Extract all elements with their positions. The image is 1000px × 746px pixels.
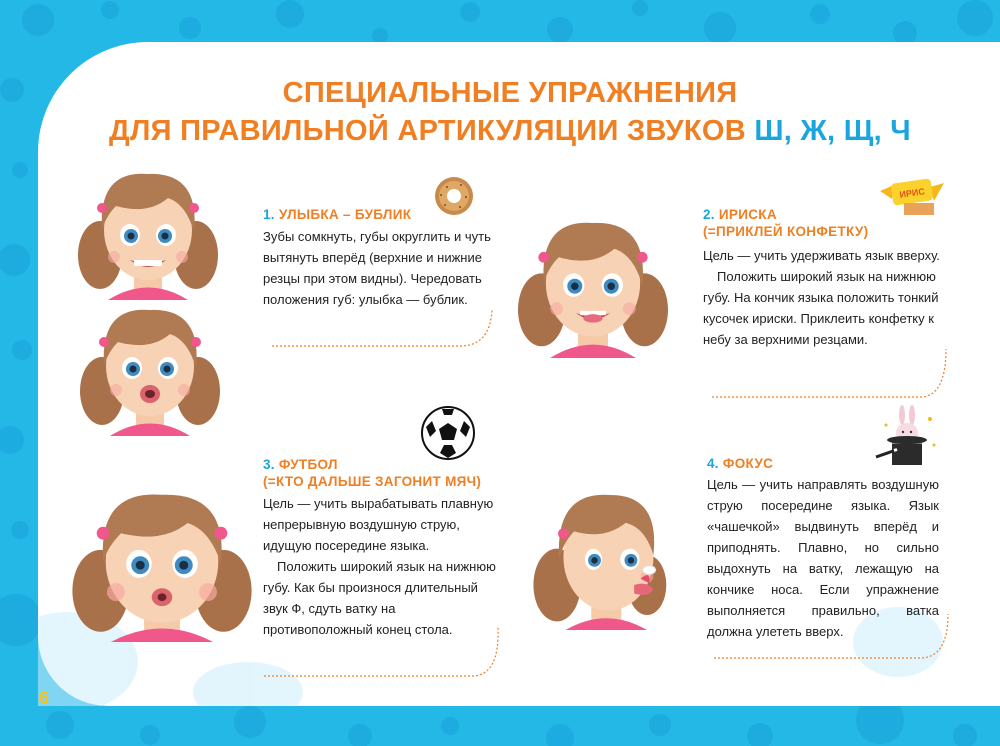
exercise-3-paragraph-1: Цель — учить вырабатывать плавную непрерывную воздушную струю, идущую посередине языка.: [263, 496, 494, 553]
exercise-3-number: 3.: [263, 457, 275, 472]
title-line-2: [60, 112, 960, 150]
candy-label: ИРИС: [898, 186, 926, 200]
girl-face-futbol-illustration: [72, 482, 252, 642]
exercise-2-text: [703, 245, 945, 350]
exercise-1-heading: [263, 206, 411, 223]
exercise-4-heading: [707, 455, 773, 472]
girl-face-smile-illustration: [78, 160, 218, 300]
exercise-2-underline: [710, 345, 950, 400]
girl-face-fokus-illustration: [527, 480, 677, 630]
girl-face-iriska-illustration: [518, 208, 668, 358]
girl-face-bublik-illustration: [80, 296, 220, 436]
exercise-1-number: 1.: [263, 207, 275, 222]
exercise-2-title: ИРИСКА: [718, 207, 777, 222]
exercise-3-heading: [263, 456, 481, 490]
exercise-1-underline: [270, 300, 500, 350]
exercise-2-number: 2.: [703, 207, 715, 222]
exercise-4-paragraph: Цель — учить направлять воздушную струю посередине языка. Язык «чашечкой» выдвинуть вперёд и приподнять. Плавно, но сильно выдохнуть на ватку, лежащую на кончике носа. Если упражнение выполняется правильно, ватка должна улететь вверх.: [707, 477, 939, 639]
exercise-3-subtitle: (=КТО ДАЛЬШЕ ЗАГОНИТ МЯЧ): [263, 474, 482, 489]
title-line-2-prefix: ДЛЯ ПРАВИЛЬНОЙ АРТИКУЛЯЦИИ ЗВУКОВ: [109, 115, 755, 147]
title-line-1: СПЕЦИАЛЬНЫЕ УПРАЖНЕНИЯ: [282, 77, 738, 109]
magic-hat-rabbit-icon: [874, 405, 944, 469]
exercise-2-paragraph-2: Положить широкий язык на нижнюю губу. На кончик языка положить тонкий кусочек ириски. Приклеить конфетку к небу за верхними резцами.: [703, 269, 939, 347]
exercise-3-underline: [262, 620, 502, 680]
candy-icon: [876, 171, 948, 223]
page-number: 6: [39, 688, 50, 708]
soccer-ball-icon: [420, 405, 476, 461]
exercise-1-paragraph: Зубы сомкнуть, губы округлить и чуть вытянуть вперёд (верхние и нижние резцы при этом видны). Чередовать положения губ: улыбка — бублик.: [263, 229, 491, 307]
exercise-1-title: УЛЫБКА – БУБЛИК: [278, 207, 412, 222]
bagel-icon: [433, 175, 475, 217]
exercise-4-underline: [712, 610, 952, 662]
exercise-3-text: [263, 493, 499, 640]
exercise-2-heading: [703, 206, 868, 240]
exercise-1-text: [263, 226, 503, 310]
exercise-4-number: 4.: [707, 456, 719, 471]
page-title: [60, 74, 960, 150]
exercise-4-title: ФОКУС: [722, 456, 774, 471]
exercise-3-paragraph-2: Положить широкий язык на нижнюю губу. Как бы произнося длительный звук Ф, сдуть ватку на противоположный конец стола.: [263, 559, 496, 637]
exercise-2-subtitle: (=ПРИКЛЕЙ КОНФЕТКУ): [703, 224, 869, 239]
title-sounds: Ш, Ж, Щ, Ч: [754, 115, 911, 147]
exercise-2-paragraph-1: Цель — учить удерживать язык вверху.: [703, 248, 940, 263]
exercise-3-title: ФУТБОЛ: [278, 457, 338, 472]
